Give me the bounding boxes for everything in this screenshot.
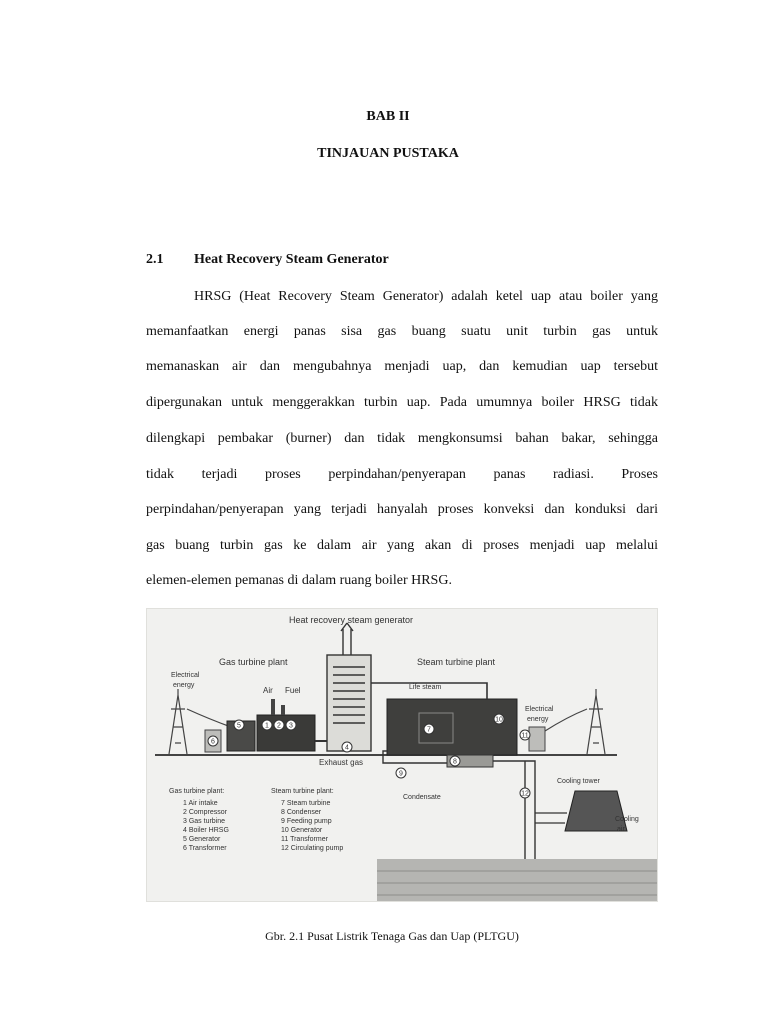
pltgu-diagram — [146, 608, 658, 902]
legend-gas-item: 6 Transformer — [183, 845, 227, 852]
section-title: Heat Recovery Steam Generator — [194, 252, 389, 267]
legend-gas-item: 2 Compressor — [183, 809, 227, 816]
electrical-energy-left-1: Electrical — [171, 672, 200, 679]
paragraph-line: dilengkapi pembakar (burner) dan tidak mengkonsumsi bahan bakar, sehingga — [146, 431, 658, 446]
exhaust-gas-label: Exhaust gas — [319, 758, 364, 767]
air-intake-pipe — [271, 699, 275, 715]
marker-4-label: 4 — [345, 744, 349, 752]
hrsg-tower-icon — [327, 623, 371, 751]
marker-7-label: 7 — [427, 726, 431, 734]
marker-11-label: 11 — [521, 732, 529, 740]
pylon-left-icon — [169, 689, 231, 754]
electrical-energy-right-1: Electrical — [525, 706, 554, 713]
condensate-label: Condensate — [403, 794, 441, 801]
legend-steam-item: 12 Circulating pump — [281, 845, 344, 852]
paragraph-line: perpindahan/penyerapan yang terjadi hanyalah proses konveksi dan konduksi dari — [146, 502, 658, 517]
life-steam-label: Life steam — [409, 684, 442, 691]
air-label: Air — [263, 686, 273, 695]
paragraph-line: elemen-elemen pemanas di dalam ruang boiler HRSG. — [146, 573, 452, 588]
marker-3-label: 3 — [289, 722, 293, 730]
paragraph-line: memanaskan air dan mengubahnya menjadi uap, dan kemudian uap tersebut — [146, 359, 658, 374]
legend-gas-item: 4 Boiler HRSG — [183, 827, 229, 834]
legend-steam-heading: Steam turbine plant: — [271, 788, 334, 795]
pylon-right-icon — [545, 689, 605, 754]
cooling-tower-label: Cooling tower — [557, 778, 600, 785]
cooling-tower-icon — [565, 791, 627, 831]
cooling-air-label-2: air — [617, 826, 625, 833]
electrical-energy-left-2: energy — [173, 682, 195, 689]
paragraph-line: HRSG (Heat Recovery Steam Generator) adalah ketel uap atau boiler yang — [194, 289, 658, 304]
fuel-pipe — [281, 705, 285, 715]
legend-gas-item: 1 Air intake — [183, 800, 218, 807]
paragraph-line: tidak terjadi proses perpindahan/penyerapan panas radiasi. Proses — [146, 467, 658, 482]
cooling-water-pipe — [493, 761, 535, 787]
gas-plant-label: Gas turbine plant — [219, 657, 288, 667]
legend-steam-item: 10 Generator — [281, 827, 323, 834]
electrical-energy-right-2: energy — [527, 716, 549, 723]
water-basin — [377, 859, 658, 902]
section-number: 2.1 — [146, 252, 164, 267]
chapter-title: TINJAUAN PUSTAKA — [317, 146, 459, 161]
figure-title: Heat recovery steam generator — [289, 615, 414, 625]
diagram-canvas — [147, 609, 658, 902]
marker-2-label: 2 — [277, 722, 281, 730]
steam-plant-label: Steam turbine plant — [417, 657, 496, 667]
legend-steam-item: 11 Transformer — [281, 836, 328, 843]
paragraph-line: gas buang turbin gas ke dalam air yang akan di proses menjadi uap melalui — [146, 538, 658, 553]
fuel-label: Fuel — [285, 686, 301, 695]
figure-caption: Gbr. 2.1 Pusat Listrik Tenaga Gas dan Uap (PLTGU) — [265, 929, 519, 943]
chapter-number: BAB II — [366, 109, 410, 124]
legend-steam-item: 7 Steam turbine — [281, 800, 331, 807]
legend-gas-item: 3 Gas turbine — [183, 818, 226, 825]
steam-turbine-block — [387, 699, 517, 755]
marker-9-label: 9 — [399, 770, 403, 778]
cooling-air-label-1: Cooling — [615, 816, 639, 823]
legend-gas-heading: Gas turbine plant: — [169, 788, 225, 795]
legend-gas-plant — [169, 788, 229, 852]
transformer-right — [529, 727, 545, 751]
paragraph-line: dipergunakan untuk menggerakkan turbin uap. Pada umumnya boiler HRSG tidak — [146, 395, 658, 410]
marker-12-label: 12 — [521, 790, 529, 798]
marker-6-label: 6 — [211, 738, 215, 746]
marker-5-label: 5 — [237, 722, 241, 730]
legend-gas-item: 5 Generator — [183, 836, 221, 843]
marker-1-label: 1 — [265, 722, 269, 730]
marker-8-label: 8 — [453, 758, 457, 766]
legend-steam-item: 8 Condenser — [281, 809, 322, 816]
marker-10-label: 10 — [495, 716, 503, 724]
legend-steam-item: 9 Feeding pump — [281, 818, 332, 825]
legend-steam-plant — [271, 788, 343, 852]
paragraph-line: memanfaatkan energi panas sisa gas buang suatu unit turbin gas untuk — [146, 324, 658, 339]
cooling-tower-pipes — [535, 813, 567, 823]
